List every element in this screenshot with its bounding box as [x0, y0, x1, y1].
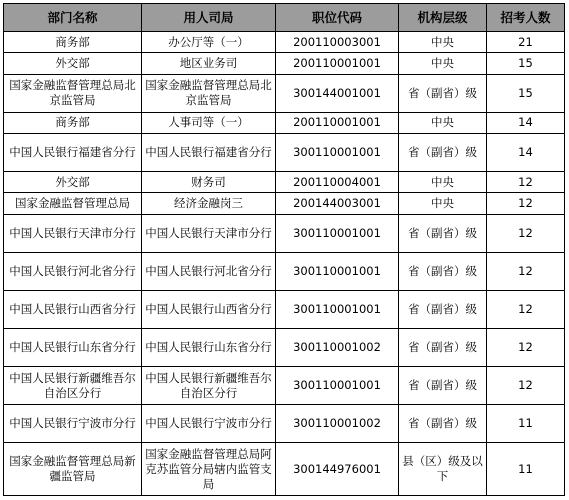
cell-level: 中央	[399, 32, 487, 53]
cell-count: 15	[487, 74, 565, 112]
cell-level: 中央	[399, 112, 487, 133]
cell-position-code: 200110003001	[276, 32, 399, 53]
cell-count: 12	[487, 290, 565, 328]
cell-bureau: 人事司等（一）	[142, 112, 276, 133]
cell-position-code: 200110001001	[276, 112, 399, 133]
cell-level: 省（副省）级	[399, 74, 487, 112]
cell-department: 中国人民银行河北省分行	[4, 252, 142, 290]
cell-count: 14	[487, 133, 565, 171]
cell-position-code: 300110001002	[276, 405, 399, 443]
cell-level: 县（区）级及以下	[399, 443, 487, 496]
table-row	[4, 53, 565, 74]
cell-level: 中央	[399, 172, 487, 193]
cell-bureau: 国家金融监督管理总局北京监管局	[142, 74, 276, 112]
cell-level: 省（副省）级	[399, 252, 487, 290]
table-row	[4, 172, 565, 193]
header-row	[4, 4, 565, 32]
table-row	[4, 328, 565, 366]
cell-department: 中国人民银行山西省分行	[4, 290, 142, 328]
table-row	[4, 112, 565, 133]
cell-department: 商务部	[4, 32, 142, 53]
cell-position-code: 300110001001	[276, 214, 399, 252]
cell-bureau: 经济金融岗三	[142, 193, 276, 214]
cell-level: 省（副省）级	[399, 405, 487, 443]
cell-department: 中国人民银行新疆维吾尔自治区分行	[4, 366, 142, 404]
cell-position-code: 200144003001	[276, 193, 399, 214]
cell-count: 21	[487, 32, 565, 53]
cell-bureau: 中国人民银行山东省分行	[142, 328, 276, 366]
table-row	[4, 405, 565, 443]
header-department: 部门名称	[4, 4, 142, 32]
cell-level: 省（副省）级	[399, 133, 487, 171]
cell-level: 省（副省）级	[399, 328, 487, 366]
cell-bureau: 财务司	[142, 172, 276, 193]
table-row	[4, 193, 565, 214]
table-row	[4, 214, 565, 252]
cell-count: 12	[487, 366, 565, 404]
cell-department: 国家金融监督管理总局新疆监管局	[4, 443, 142, 496]
table-row	[4, 32, 565, 53]
header-position-code: 职位代码	[276, 4, 399, 32]
cell-department: 中国人民银行天津市分行	[4, 214, 142, 252]
cell-bureau: 中国人民银行山西省分行	[142, 290, 276, 328]
cell-level: 中央	[399, 53, 487, 74]
cell-department: 国家金融监督管理总局北京监管局	[4, 74, 142, 112]
cell-department: 商务部	[4, 112, 142, 133]
table-row	[4, 74, 565, 112]
cell-count: 12	[487, 252, 565, 290]
cell-bureau: 地区业务司	[142, 53, 276, 74]
cell-bureau: 中国人民银行河北省分行	[142, 252, 276, 290]
cell-department: 中国人民银行福建省分行	[4, 133, 142, 171]
cell-department: 中国人民银行宁波市分行	[4, 405, 142, 443]
cell-level: 中央	[399, 193, 487, 214]
cell-count: 11	[487, 405, 565, 443]
header-level: 机构层级	[399, 4, 487, 32]
cell-bureau: 中国人民银行天津市分行	[142, 214, 276, 252]
cell-count: 12	[487, 172, 565, 193]
cell-bureau: 办公厅等（一）	[142, 32, 276, 53]
cell-position-code: 200110004001	[276, 172, 399, 193]
table-row	[4, 133, 565, 171]
cell-count: 12	[487, 328, 565, 366]
cell-count: 12	[487, 193, 565, 214]
cell-department: 外交部	[4, 53, 142, 74]
cell-position-code: 300110001002	[276, 328, 399, 366]
cell-bureau: 国家金融监督管理总局阿克苏监管分局辖内监管支局	[142, 443, 276, 496]
cell-level: 省（副省）级	[399, 290, 487, 328]
table-row	[4, 252, 565, 290]
cell-bureau: 中国人民银行宁波市分行	[142, 405, 276, 443]
header-bureau: 用人司局	[142, 4, 276, 32]
cell-bureau: 中国人民银行新疆维吾尔自治区分行	[142, 366, 276, 404]
table-row	[4, 443, 565, 496]
cell-position-code: 300110001001	[276, 290, 399, 328]
cell-department: 中国人民银行山东省分行	[4, 328, 142, 366]
cell-bureau: 中国人民银行福建省分行	[142, 133, 276, 171]
cell-department: 外交部	[4, 172, 142, 193]
cell-department: 国家金融监督管理总局	[4, 193, 142, 214]
cell-position-code: 300110001001	[276, 366, 399, 404]
cell-position-code: 200110001001	[276, 53, 399, 74]
cell-count: 11	[487, 443, 565, 496]
recruitment-table	[3, 3, 565, 496]
table-row	[4, 290, 565, 328]
table-row	[4, 366, 565, 404]
cell-position-code: 300110001001	[276, 252, 399, 290]
cell-position-code: 300144976001	[276, 443, 399, 496]
cell-position-code: 300144001001	[276, 74, 399, 112]
header-count: 招考人数	[487, 4, 565, 32]
cell-position-code: 300110001001	[276, 133, 399, 171]
cell-level: 省（副省）级	[399, 366, 487, 404]
cell-count: 12	[487, 214, 565, 252]
cell-count: 15	[487, 53, 565, 74]
cell-level: 省（副省）级	[399, 214, 487, 252]
cell-count: 14	[487, 112, 565, 133]
